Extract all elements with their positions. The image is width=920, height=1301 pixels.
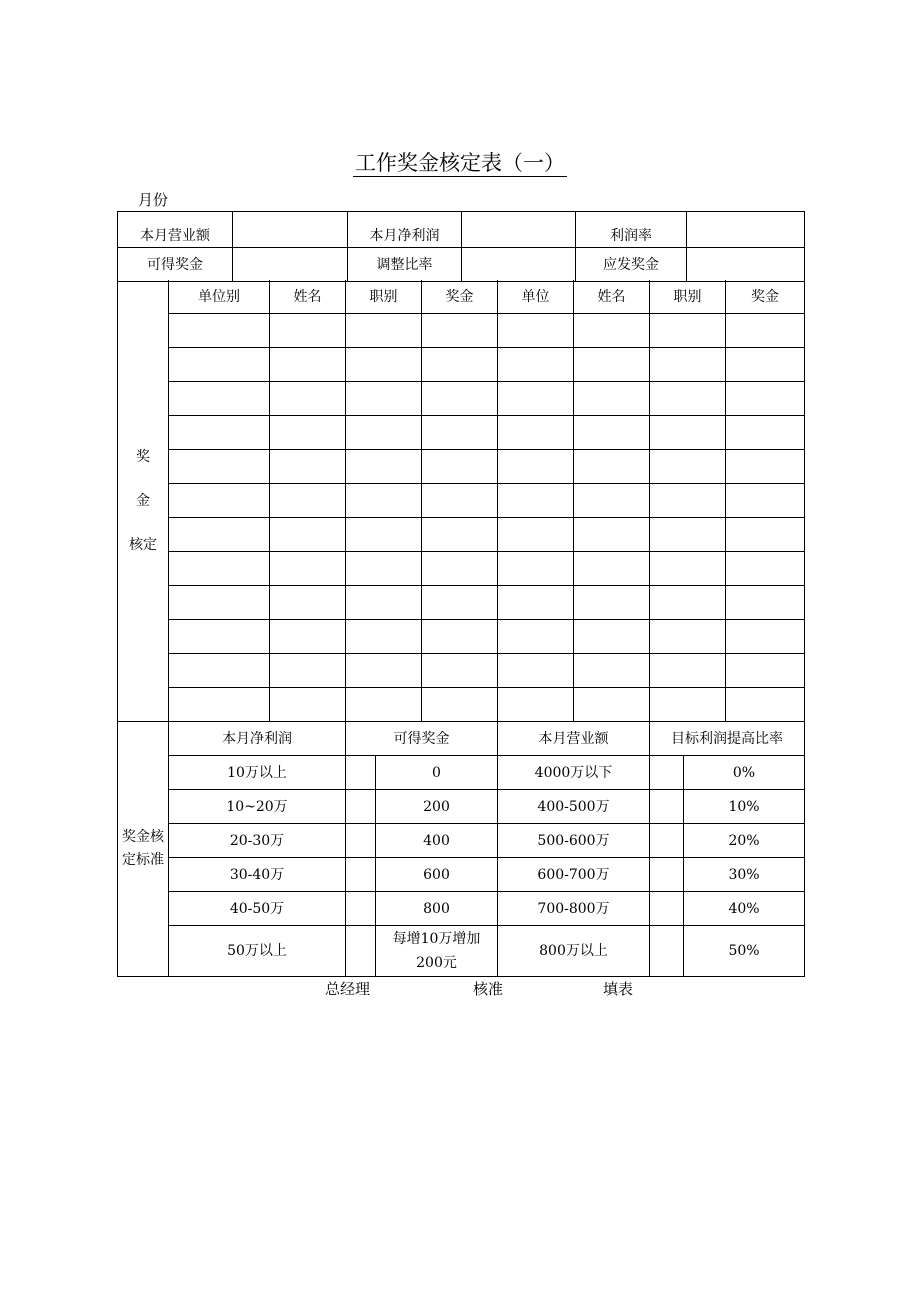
bonus-entry-cell[interactable] bbox=[498, 552, 574, 586]
std-rate: 20% bbox=[684, 824, 805, 858]
section-label-char: 核定 bbox=[129, 536, 157, 553]
bonus-entry-cell[interactable] bbox=[422, 586, 498, 620]
bonus-entry-cell[interactable] bbox=[422, 416, 498, 450]
bonus-entry-cell[interactable] bbox=[169, 586, 270, 620]
std-net-profit: 10~20万 bbox=[169, 790, 346, 824]
revenue-field[interactable] bbox=[233, 212, 348, 248]
bonus-entry-cell[interactable] bbox=[346, 552, 422, 586]
header-unit-2: 单位 bbox=[498, 280, 574, 314]
bonus-entry-cell[interactable] bbox=[498, 654, 574, 688]
bonus-entry-cell[interactable] bbox=[574, 450, 650, 484]
standard-section-label bbox=[118, 722, 169, 977]
profit-rate-label: 利润率 bbox=[576, 212, 687, 248]
bonus-entry-cell[interactable] bbox=[270, 416, 346, 450]
standard-header-row bbox=[118, 722, 805, 756]
bonus-header-row bbox=[118, 280, 805, 314]
bonus-entry-cell[interactable] bbox=[346, 382, 422, 416]
standard-label-line: 定标准 bbox=[122, 852, 164, 868]
bonus-entry-cell[interactable] bbox=[650, 586, 726, 620]
bonus-entry-cell[interactable] bbox=[498, 382, 574, 416]
bonus-entry-cell[interactable] bbox=[346, 314, 422, 348]
header-unit: 单位别 bbox=[169, 280, 270, 314]
bonus-entry-row bbox=[118, 552, 805, 586]
header-bonus-2: 奖金 bbox=[726, 280, 805, 314]
bonus-entry-cell[interactable] bbox=[650, 382, 726, 416]
std-bonus: 200 bbox=[376, 790, 498, 824]
adjust-ratio-field[interactable] bbox=[462, 248, 576, 282]
std-rate: 50% bbox=[684, 926, 805, 977]
page-title bbox=[0, 148, 920, 178]
bonus-entry-cell[interactable] bbox=[169, 654, 270, 688]
bonus-entry-cell[interactable] bbox=[498, 314, 574, 348]
bonus-entry-cell[interactable] bbox=[726, 348, 805, 382]
bonus-entry-cell[interactable] bbox=[346, 484, 422, 518]
bonus-entry-cell[interactable] bbox=[574, 484, 650, 518]
month-label: 月份 bbox=[138, 191, 169, 209]
standard-row bbox=[118, 892, 805, 926]
std-net-profit: 50万以上 bbox=[169, 926, 346, 977]
footer-fill-label: 填表 bbox=[603, 980, 634, 998]
std-revenue: 700-800万 bbox=[498, 892, 650, 926]
std-bonus-line: 200元 bbox=[416, 955, 457, 971]
bonus-entry-cell[interactable] bbox=[169, 382, 270, 416]
bonus-entry-cell[interactable] bbox=[650, 314, 726, 348]
bonus-entry-cell[interactable] bbox=[574, 620, 650, 654]
bonus-entry-cell[interactable] bbox=[169, 620, 270, 654]
std-bonus: 600 bbox=[376, 858, 498, 892]
bonus-entry-cell[interactable] bbox=[169, 688, 270, 722]
section-label-char: 金 bbox=[136, 492, 150, 509]
bonus-entry-row bbox=[118, 484, 805, 518]
std-spacer bbox=[650, 790, 684, 824]
bonus-entry-cell[interactable] bbox=[422, 382, 498, 416]
bonus-entry-cell[interactable] bbox=[169, 552, 270, 586]
std-spacer bbox=[346, 790, 376, 824]
std-revenue: 600-700万 bbox=[498, 858, 650, 892]
bonus-entry-cell[interactable] bbox=[650, 450, 726, 484]
bonus-entry-cell[interactable] bbox=[270, 450, 346, 484]
bonus-entry-cell[interactable] bbox=[169, 484, 270, 518]
bonus-entry-cell[interactable] bbox=[650, 688, 726, 722]
bonus-payable-label: 应发奖金 bbox=[576, 248, 687, 282]
header-position: 职别 bbox=[346, 280, 422, 314]
bonus-entry-row bbox=[118, 314, 805, 348]
bonus-entry-cell[interactable] bbox=[346, 450, 422, 484]
std-spacer bbox=[346, 892, 376, 926]
bonus-entry-row bbox=[118, 586, 805, 620]
bonus-entry-cell[interactable] bbox=[498, 416, 574, 450]
section-label-char: 奖 bbox=[136, 448, 150, 465]
bonus-available-field[interactable] bbox=[233, 248, 348, 282]
standard-row bbox=[118, 858, 805, 892]
std-spacer bbox=[650, 756, 684, 790]
bonus-entry-cell[interactable] bbox=[726, 654, 805, 688]
header-name: 姓名 bbox=[270, 280, 346, 314]
net-profit-label: 本月净利润 bbox=[348, 212, 462, 248]
std-header-revenue: 本月营业额 bbox=[498, 722, 650, 756]
summary-table bbox=[117, 211, 805, 282]
bonus-entry-cell[interactable] bbox=[270, 484, 346, 518]
bonus-entry-cell[interactable] bbox=[270, 620, 346, 654]
bonus-entry-cell[interactable] bbox=[169, 348, 270, 382]
standard-label-line: 奖金核 bbox=[122, 829, 164, 845]
bonus-entry-cell[interactable] bbox=[346, 654, 422, 688]
bonus-entry-cell[interactable] bbox=[498, 450, 574, 484]
bonus-entry-row bbox=[118, 450, 805, 484]
bonus-entry-cell[interactable] bbox=[726, 314, 805, 348]
bonus-entry-cell[interactable] bbox=[574, 688, 650, 722]
bonus-entry-cell[interactable] bbox=[422, 688, 498, 722]
header-position-2: 职别 bbox=[650, 280, 726, 314]
bonus-entry-row bbox=[118, 688, 805, 722]
std-header-rate: 目标利润提高比率 bbox=[650, 722, 805, 756]
bonus-entry-cell[interactable] bbox=[346, 688, 422, 722]
bonus-entry-cell[interactable] bbox=[270, 518, 346, 552]
header-bonus: 奖金 bbox=[422, 280, 498, 314]
bonus-entry-cell[interactable] bbox=[574, 552, 650, 586]
bonus-entry-cell[interactable] bbox=[270, 654, 346, 688]
standard-row bbox=[118, 790, 805, 824]
bonus-entry-cell[interactable] bbox=[574, 416, 650, 450]
profit-rate-field[interactable] bbox=[687, 212, 805, 248]
std-rate: 10% bbox=[684, 790, 805, 824]
bonus-entry-cell[interactable] bbox=[498, 586, 574, 620]
bonus-entry-cell[interactable] bbox=[422, 348, 498, 382]
std-revenue: 500-600万 bbox=[498, 824, 650, 858]
bonus-entry-cell[interactable] bbox=[346, 348, 422, 382]
bonus-entry-cell[interactable] bbox=[169, 314, 270, 348]
std-rate: 40% bbox=[684, 892, 805, 926]
std-net-profit: 20-30万 bbox=[169, 824, 346, 858]
bonus-entry-row bbox=[118, 416, 805, 450]
std-rate: 30% bbox=[684, 858, 805, 892]
bonus-available-label: 可得奖金 bbox=[118, 248, 233, 282]
bonus-entry-cell[interactable] bbox=[650, 518, 726, 552]
bonus-entry-cell[interactable] bbox=[422, 620, 498, 654]
std-header-bonus: 可得奖金 bbox=[346, 722, 498, 756]
std-spacer bbox=[346, 824, 376, 858]
bonus-entry-cell[interactable] bbox=[498, 620, 574, 654]
bonus-entry-cell[interactable] bbox=[498, 688, 574, 722]
std-spacer bbox=[650, 926, 684, 977]
bonus-entry-cell[interactable] bbox=[650, 484, 726, 518]
bonus-entry-row bbox=[118, 620, 805, 654]
bonus-entry-cell[interactable] bbox=[574, 654, 650, 688]
bonus-entry-cell[interactable] bbox=[574, 382, 650, 416]
bonus-entry-row bbox=[118, 382, 805, 416]
std-spacer bbox=[650, 858, 684, 892]
bonus-entry-cell[interactable] bbox=[574, 348, 650, 382]
bonus-entry-cell[interactable] bbox=[726, 552, 805, 586]
bonus-entry-cell[interactable] bbox=[574, 518, 650, 552]
bonus-entry-cell[interactable] bbox=[270, 586, 346, 620]
bonus-entry-cell[interactable] bbox=[726, 450, 805, 484]
bonus-entry-cell[interactable] bbox=[422, 484, 498, 518]
bonus-entry-row bbox=[118, 348, 805, 382]
adjust-ratio-label: 调整比率 bbox=[348, 248, 462, 282]
bonus-entry-cell[interactable] bbox=[726, 382, 805, 416]
std-revenue: 800万以上 bbox=[498, 926, 650, 977]
bonus-entry-cell[interactable] bbox=[169, 416, 270, 450]
bonus-payable-field[interactable] bbox=[687, 248, 805, 282]
std-spacer bbox=[346, 858, 376, 892]
bonus-entry-cell[interactable] bbox=[270, 382, 346, 416]
title-text: 工作奖金核定表（一） bbox=[355, 151, 565, 175]
bonus-entry-cell[interactable] bbox=[346, 586, 422, 620]
bonus-entry-cell[interactable] bbox=[650, 654, 726, 688]
standard-row bbox=[118, 824, 805, 858]
bonus-entry-cell[interactable] bbox=[422, 654, 498, 688]
bonus-entry-cell[interactable] bbox=[650, 620, 726, 654]
bonus-entry-cell[interactable] bbox=[270, 688, 346, 722]
bonus-entry-cell[interactable] bbox=[270, 314, 346, 348]
bonus-entry-cell[interactable] bbox=[726, 518, 805, 552]
std-bonus: 0 bbox=[376, 756, 498, 790]
std-bonus-line: 每增10万增加 bbox=[392, 931, 481, 947]
bonus-entry-cell[interactable] bbox=[346, 416, 422, 450]
bonus-standard-table bbox=[117, 721, 805, 977]
bonus-entry-cell[interactable] bbox=[650, 416, 726, 450]
bonus-entry-cell[interactable] bbox=[498, 348, 574, 382]
std-net-profit: 40-50万 bbox=[169, 892, 346, 926]
std-bonus: 800 bbox=[376, 892, 498, 926]
standard-row bbox=[118, 926, 805, 977]
std-spacer bbox=[346, 756, 376, 790]
bonus-entry-cell[interactable] bbox=[574, 586, 650, 620]
bonus-entry-cell[interactable] bbox=[726, 416, 805, 450]
bonus-entry-cell[interactable] bbox=[726, 688, 805, 722]
standard-row bbox=[118, 756, 805, 790]
footer-gm-label: 总经理 bbox=[325, 980, 371, 998]
bonus-entry-cell[interactable] bbox=[422, 552, 498, 586]
net-profit-field[interactable] bbox=[462, 212, 576, 248]
summary-row bbox=[118, 212, 805, 248]
bonus-entry-cell[interactable] bbox=[270, 348, 346, 382]
bonus-entry-cell[interactable] bbox=[650, 348, 726, 382]
bonus-entry-cell[interactable] bbox=[422, 450, 498, 484]
bonus-entry-cell[interactable] bbox=[346, 620, 422, 654]
bonus-entry-cell[interactable] bbox=[498, 518, 574, 552]
std-revenue: 4000万以下 bbox=[498, 756, 650, 790]
bonus-entry-cell[interactable] bbox=[346, 518, 422, 552]
bonus-entry-row bbox=[118, 654, 805, 688]
bonus-entry-cell[interactable] bbox=[726, 620, 805, 654]
bonus-entry-cell[interactable] bbox=[650, 552, 726, 586]
revenue-label: 本月营业额 bbox=[118, 212, 233, 248]
bonus-entry-cell[interactable] bbox=[498, 484, 574, 518]
bonus-entry-cell[interactable] bbox=[422, 314, 498, 348]
bonus-entry-cell[interactable] bbox=[574, 314, 650, 348]
std-rate: 0% bbox=[684, 756, 805, 790]
bonus-determination-table bbox=[117, 280, 805, 722]
std-net-profit: 30-40万 bbox=[169, 858, 346, 892]
footer-approve-label: 核准 bbox=[473, 980, 504, 998]
bonus-entry-cell[interactable] bbox=[726, 586, 805, 620]
bonus-section-label bbox=[118, 280, 169, 722]
bonus-entry-cell[interactable] bbox=[270, 552, 346, 586]
bonus-entry-cell[interactable] bbox=[422, 518, 498, 552]
std-bonus bbox=[376, 926, 498, 977]
header-name-2: 姓名 bbox=[574, 280, 650, 314]
bonus-entry-cell[interactable] bbox=[169, 518, 270, 552]
bonus-entry-cell[interactable] bbox=[726, 484, 805, 518]
std-spacer bbox=[650, 824, 684, 858]
summary-row bbox=[118, 248, 805, 282]
bonus-entry-row bbox=[118, 518, 805, 552]
std-net-profit: 10万以上 bbox=[169, 756, 346, 790]
std-spacer bbox=[346, 926, 376, 977]
std-revenue: 400-500万 bbox=[498, 790, 650, 824]
std-spacer bbox=[650, 892, 684, 926]
bonus-entry-cell[interactable] bbox=[169, 450, 270, 484]
std-header-net-profit: 本月净利润 bbox=[169, 722, 346, 756]
std-bonus: 400 bbox=[376, 824, 498, 858]
